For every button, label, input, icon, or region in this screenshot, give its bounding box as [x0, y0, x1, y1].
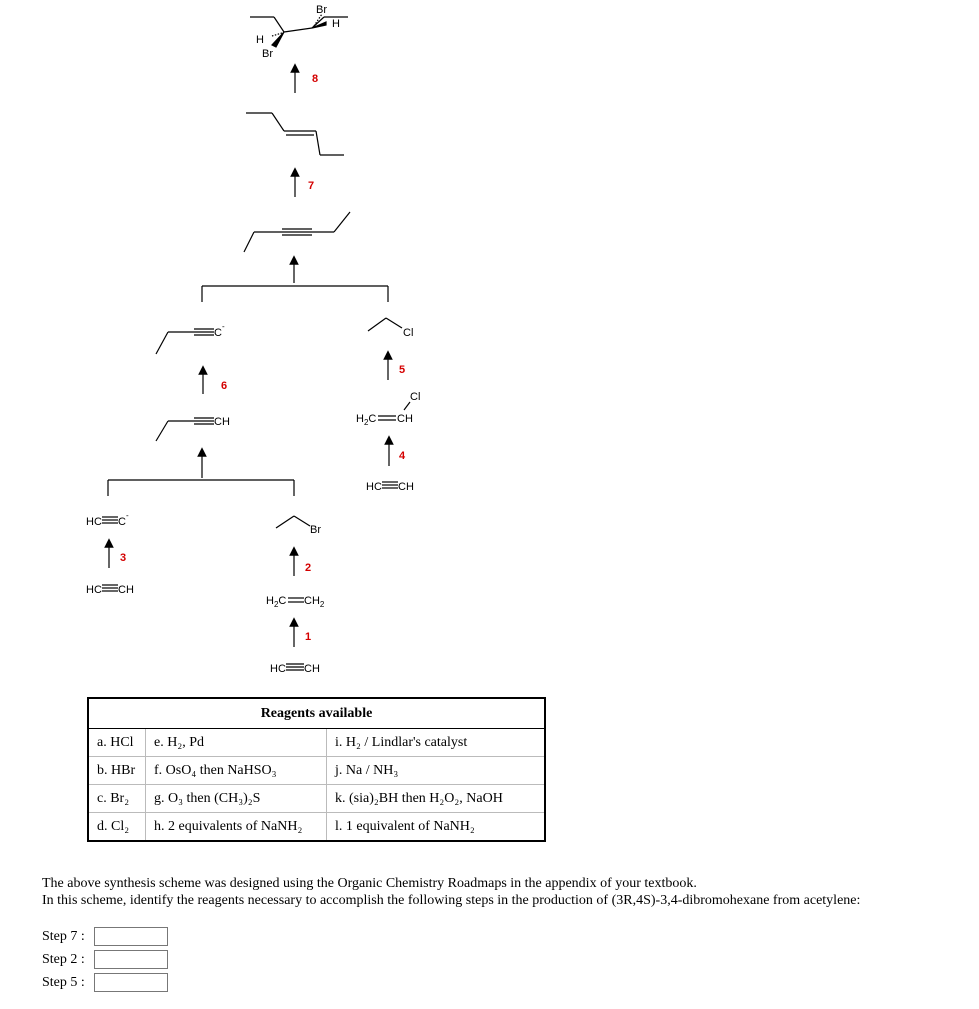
bracket-top: [202, 286, 388, 302]
reagent-e: e. H₂, Pd: [146, 729, 327, 757]
step-number-2: 2: [305, 562, 312, 574]
step-number-6: 6: [221, 380, 228, 392]
step-number-1: 1: [305, 631, 312, 643]
atom-ch-vinyl: CH: [397, 413, 413, 425]
step-5-row: [42, 971, 168, 994]
reagent-row: [88, 813, 545, 842]
atom-hc-left: HC: [86, 584, 102, 596]
atom-c-anion: C: [214, 327, 222, 339]
reagent-j: j. Na / NH₃: [327, 757, 546, 785]
atom-br-bromoethane: Br: [310, 524, 321, 536]
atom-hc-acetylide: HC: [86, 516, 102, 528]
atom-c-acetylide: C: [118, 516, 126, 528]
question-text: [42, 875, 962, 909]
bond-ethylene-double: [288, 598, 304, 602]
step-number-8: 8: [312, 73, 319, 85]
reagents-title: Reagents available: [88, 698, 545, 729]
reagent-l: l. 1 equivalent of NaNH₂: [335, 818, 475, 834]
step-2-label: Step 2 :: [42, 951, 85, 967]
answer-steps: [42, 925, 168, 994]
molecule-chloroethane: [368, 318, 402, 331]
bond-triple-bottom: [286, 664, 304, 670]
charge-minus-acetylide: -: [126, 511, 129, 520]
reagent-a: a. HCl: [88, 729, 146, 757]
atom-h-top: H: [332, 18, 340, 30]
reagents-table: [87, 697, 546, 842]
question-line-1: The above synthesis scheme was designed using the Organic Chemistry Roadmaps in the appendix of your textbook.: [42, 876, 697, 891]
atom-hc-bottom: HC: [270, 663, 286, 675]
atom-hc-right: HC: [366, 481, 382, 493]
charge-minus: -: [222, 322, 225, 331]
reagent-k: k. (sia)₂BH then H₂O₂, NaOH: [327, 785, 546, 813]
reagent-c: c. Br₂: [88, 785, 146, 813]
step-2-row: [42, 948, 168, 971]
atom-cl-vinyl: Cl: [410, 391, 421, 403]
bond-triple-right: [382, 482, 398, 488]
reagent-g: g. O₃ then (CH₃)₂S: [146, 785, 327, 813]
reagent-b: b. HBr: [88, 757, 146, 785]
step-7-label: Step 7 :: [42, 928, 85, 944]
atom-h2c-vinyl: $H_2C$: [356, 413, 377, 427]
atom-h-left: H: [256, 34, 264, 46]
atom-br-top: Br: [316, 4, 327, 16]
atom-ch-butyne: CH: [214, 416, 230, 428]
atom-br-left: Br: [262, 48, 273, 60]
atom-h2c-ethylene: $H_2C$: [266, 595, 287, 609]
molecule-bromoethane: [276, 516, 310, 528]
step-2-input[interactable]: [94, 950, 168, 969]
atom-ch2-ethylene: $CH_2$: [304, 595, 325, 609]
reagent-f: f. OsO₄ then NaHSO₃: [146, 757, 327, 785]
reagent-row: [88, 729, 545, 757]
atom-ch-right: CH: [398, 481, 414, 493]
atom-ch-left: CH: [118, 584, 134, 596]
step-7-row: [42, 925, 168, 948]
bond-triple-acetylide: [102, 517, 118, 523]
step-number-3: 3: [120, 552, 127, 564]
step-5-label: Step 5 :: [42, 974, 85, 990]
question-line-2: In this scheme, identify the reagents necessary to accomplish the following steps in the production of (3R,4S)-3,4-dibromohexane from acetylene:: [42, 893, 861, 908]
step-number-4: 4: [399, 450, 406, 462]
reagent-h: h. 2 equivalents of NaNH₂: [146, 813, 327, 842]
molecule-butyne: [156, 418, 214, 441]
molecule-hexene: [246, 113, 344, 155]
reagent-row: [88, 785, 545, 813]
reagent-row: [88, 757, 545, 785]
bond-triple-left: [102, 585, 118, 591]
step-number-7: 7: [308, 180, 315, 192]
step-number-5: 5: [399, 364, 406, 376]
molecule-hexyne: [244, 212, 350, 252]
atom-ch-bottom: CH: [304, 663, 320, 675]
step-5-input[interactable]: [94, 973, 168, 992]
molecule-butynide: [156, 329, 214, 354]
bracket-lower: [108, 480, 294, 496]
reagent-i: i. H₂ / Lindlar's catalyst: [327, 729, 546, 757]
reagent-d: d. Cl₂: [88, 813, 146, 842]
step-7-input[interactable]: [94, 927, 168, 946]
atom-cl-chloroethane: Cl: [403, 327, 414, 339]
